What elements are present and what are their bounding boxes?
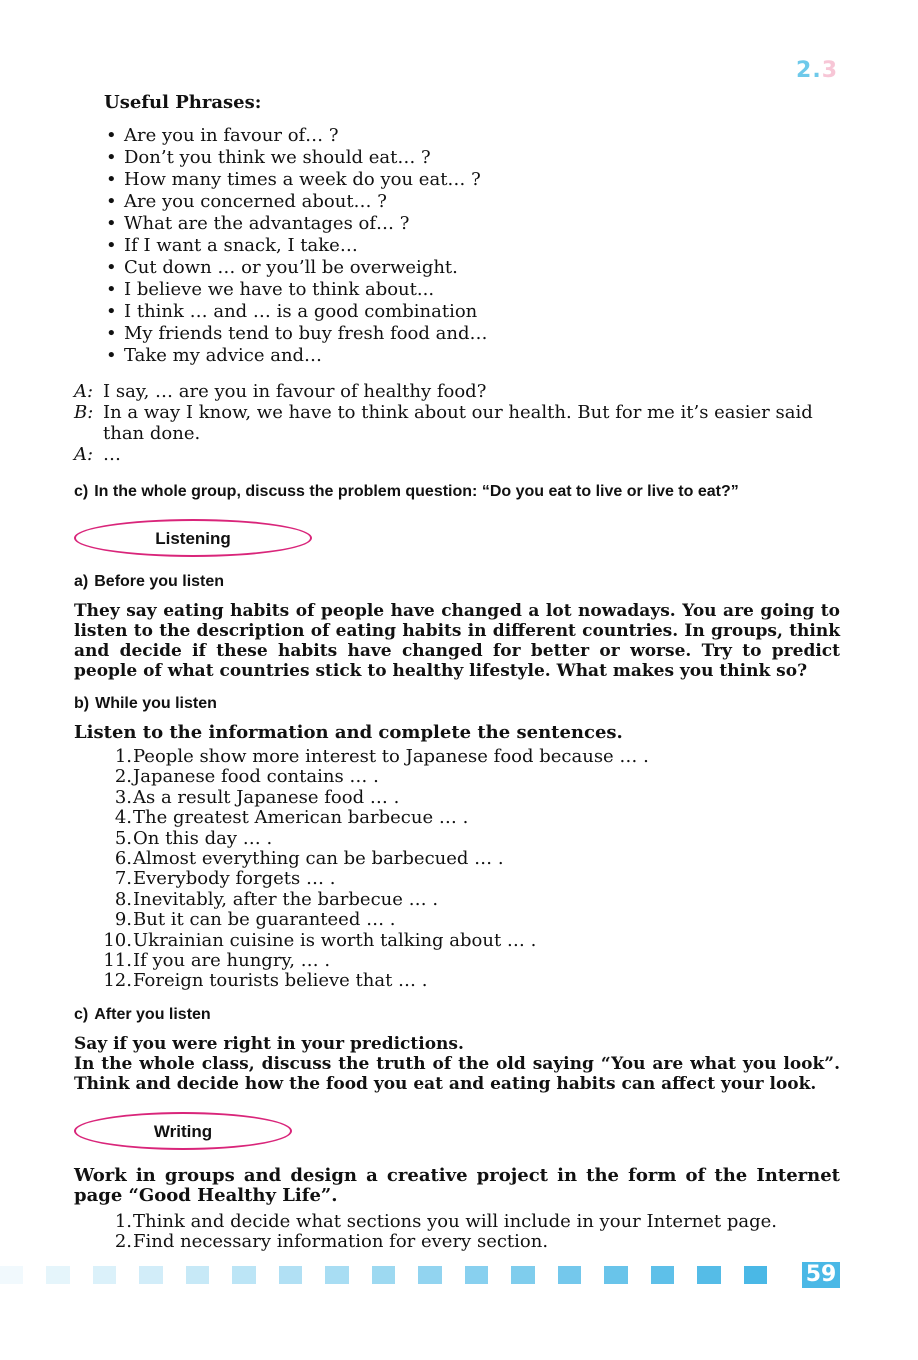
useful-phrases-heading: Useful Phrases:: [104, 92, 262, 113]
list-item: • If I want a snack, I take…: [106, 235, 840, 257]
item-number: 5.: [114, 827, 132, 849]
item-number: 7.: [114, 868, 132, 890]
section-number-major: 2.: [796, 58, 822, 83]
footer-square: [93, 1266, 116, 1284]
sample-dialog: [74, 381, 840, 465]
item-number: 9.: [114, 909, 132, 931]
writing-steps-list: [74, 1212, 840, 1253]
footer-square: [139, 1266, 162, 1284]
sentence-list: [74, 747, 840, 992]
section-title-text: Listening: [155, 529, 231, 548]
item-text: People show more interest to Japanese food because … .: [133, 746, 649, 767]
section-number-minor: 3: [821, 58, 838, 83]
after-you-listen-text: Say if you were right in your predictions. In the whole class, discuss the truth of the old saying “You are what you look”. Think and decide how the food you eat and eating habits can affect your look.: [74, 1033, 840, 1094]
footer-square: [186, 1266, 209, 1284]
listening-section-title: [74, 519, 312, 557]
list-item: • Are you in favour of… ?: [106, 125, 840, 147]
list-item: • Are you concerned about… ?: [106, 191, 840, 213]
dialog-text: …: [103, 444, 121, 465]
item-number: 8.: [114, 888, 132, 910]
list-item: [74, 788, 840, 808]
dialog-line: [74, 402, 840, 444]
list-item: [74, 808, 840, 828]
item-text: As a result Japanese food … .: [133, 786, 400, 808]
item-text: But it can be guaranteed … .: [133, 909, 396, 931]
section-number: [796, 58, 838, 83]
list-item: • How many times a week do you eat… ?: [106, 169, 840, 191]
item-number: 12.: [103, 970, 132, 992]
task-title: Before you listen: [94, 573, 225, 590]
writing-section-title: [74, 1112, 292, 1150]
list-item: • What are the advantages of… ?: [106, 213, 840, 235]
list-item: [74, 747, 840, 767]
list-item: • I believe we have to think about...: [106, 279, 840, 301]
task-c-discussion: [74, 483, 840, 501]
footer-square: [511, 1266, 534, 1284]
item-number: 11.: [103, 950, 132, 972]
footer-square: [279, 1266, 302, 1284]
footer-square: [46, 1266, 69, 1284]
item-text: If you are hungry, … .: [133, 950, 331, 972]
item-number: 3.: [114, 786, 132, 808]
item-number: 1.: [114, 746, 132, 767]
list-item: [74, 971, 840, 991]
item-text: Everybody forgets … .: [133, 868, 336, 890]
task-title: After you listen: [94, 1005, 211, 1023]
list-item: [74, 869, 840, 889]
task-title: While you listen: [95, 695, 217, 712]
item-text: Think and decide what sections you will include in your Internet page.: [133, 1210, 778, 1232]
footer-square: [0, 1266, 23, 1284]
dialog-line: [74, 444, 840, 465]
item-text: Almost everything can be barbecued … .: [133, 848, 504, 870]
item-text: Inevitably, after the barbecue … .: [133, 888, 439, 910]
list-item: • I think … and … is a good combination: [106, 301, 840, 323]
list-item: [74, 767, 840, 787]
while-you-listen-heading: [74, 695, 840, 713]
item-number: 2.: [114, 1231, 132, 1253]
item-number: 1.: [114, 1210, 132, 1232]
list-item: [74, 951, 840, 971]
footer-decoration: [0, 1266, 790, 1284]
dialog-line: [74, 381, 840, 402]
item-number: 6.: [114, 848, 132, 870]
item-number: 2.: [114, 766, 132, 788]
after-you-listen-heading: [74, 1006, 840, 1024]
list-item: [74, 890, 840, 910]
item-text: Find necessary information for every section.: [133, 1231, 549, 1253]
item-text: Ukrainian cuisine is worth talking about … .: [133, 929, 537, 951]
footer-square: [465, 1266, 488, 1284]
before-you-listen-text: They say eating habits of people have changed a lot nowadays. You are going to listen to the description of eating habits in different countries. In groups, think and decide if these habits have changed for better or worse. Try to predict people of what countries stick to healthy lifestyle. What makes you think so?: [74, 601, 840, 681]
before-you-listen-heading: [74, 573, 840, 591]
list-item: [74, 931, 840, 951]
task-label: c): [74, 1005, 89, 1023]
item-number: 10.: [103, 929, 132, 951]
list-item: [74, 849, 840, 869]
item-text: Japanese food contains … .: [133, 766, 379, 788]
item-text: The greatest American barbecue … .: [133, 807, 469, 829]
list-item: • My friends tend to buy fresh food and…: [106, 323, 840, 345]
dialog-text: In a way I know, we have to think about our health. But for me it’s easier said than done.: [103, 402, 813, 444]
dialog-speaker: A:: [74, 444, 94, 465]
footer-square: [604, 1266, 627, 1284]
item-text: On this day … .: [133, 827, 273, 849]
footer-square: [372, 1266, 395, 1284]
list-item: [74, 829, 840, 849]
list-item: • Don’t you think we should eat… ?: [106, 147, 840, 169]
task-label: c): [74, 483, 89, 500]
page-number: 59: [802, 1262, 840, 1288]
item-text: Foreign tourists believe that … .: [133, 970, 428, 992]
list-item: • Cut down … or you’ll be overweight.: [106, 257, 840, 279]
footer-square: [418, 1266, 441, 1284]
section-title-text: Writing: [153, 1121, 213, 1141]
task-label: b): [74, 695, 90, 712]
dialog-speaker: A:: [74, 381, 94, 402]
item-number: 4.: [114, 807, 132, 829]
footer-square: [697, 1266, 720, 1284]
footer-square: [558, 1266, 581, 1284]
useful-phrases-list: [74, 125, 840, 367]
dialog-text: I say, … are you in favour of healthy food?: [103, 381, 487, 402]
list-item: [74, 1212, 840, 1232]
footer-square: [744, 1266, 767, 1284]
footer-square: [232, 1266, 255, 1284]
list-item: [74, 910, 840, 930]
list-item: [74, 1232, 840, 1252]
list-item: • Take my advice and…: [106, 345, 840, 367]
footer-square: [325, 1266, 348, 1284]
page-content: [74, 92, 840, 1267]
task-label: a): [74, 573, 89, 590]
dialog-speaker: B:: [74, 402, 94, 423]
writing-task-text: Work in groups and design a creative project in the form of the Internet page “Good Healthy Life”.: [74, 1164, 840, 1206]
while-you-listen-instruction: Listen to the information and complete the sentences.: [74, 722, 623, 743]
task-text: In the whole group, discuss the problem question: “Do you eat to live or live to eat?”: [94, 483, 739, 500]
footer-square: [651, 1266, 674, 1284]
